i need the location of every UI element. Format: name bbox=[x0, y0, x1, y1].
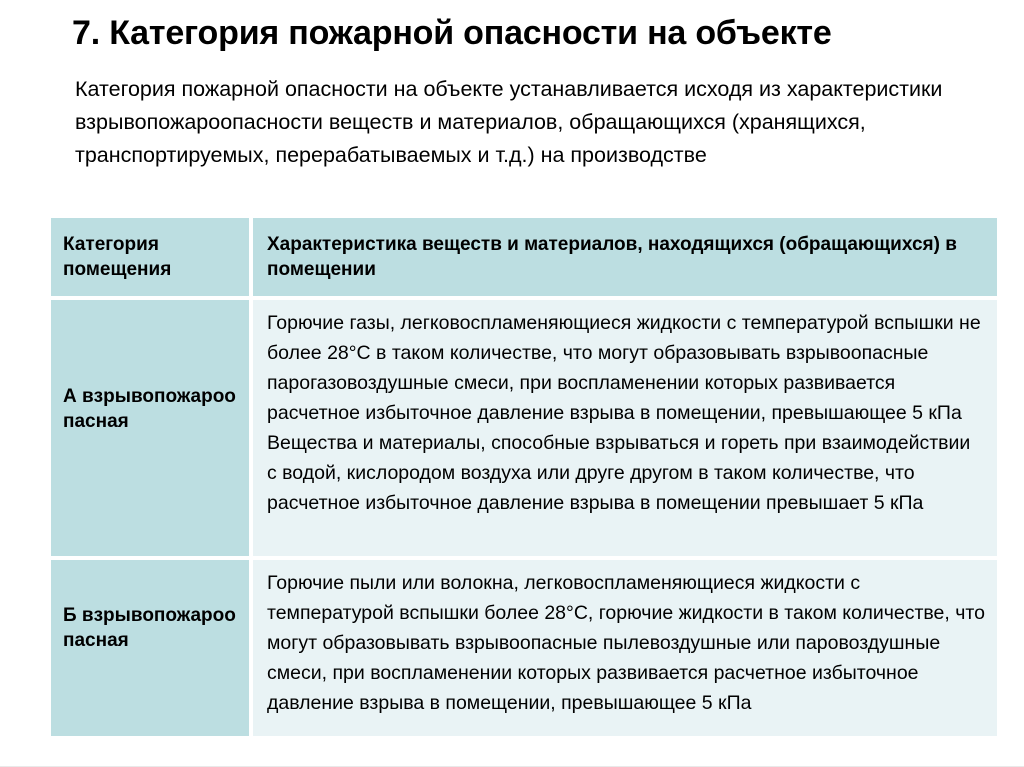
table-header-cell-description bbox=[253, 218, 997, 296]
page-title: 7. Категория пожарной опасности на объекте bbox=[72, 14, 832, 52]
description-paragraph: Горючие пыли или волокна, легковоспламеняющиеся жидкости с температурой вспышки более 28°С, горючие жидкости в таком количестве, что могут образовывать взрывоопасные пылевоздушные или паровоздушные смеси, при воспламенении которых развивается расчетное избыточное давление взрыва в помещении, превышающее 5 кПа bbox=[267, 572, 985, 714]
description-text-b bbox=[253, 560, 997, 728]
description-cell-a bbox=[253, 300, 997, 556]
column-header-description: Характеристика веществ и материалов, находящихся (обращающихся) в помещении bbox=[267, 234, 957, 280]
intro-paragraph: Категория пожарной опасности на объекте устанавливается исходя из характеристики взрывопожароопасности веществ и материалов, обращающихся (хранящихся, транспортируемых, перерабатываемых и т.д.) на производстве bbox=[75, 77, 943, 167]
table-row bbox=[51, 560, 997, 736]
table-header-row bbox=[51, 218, 997, 296]
column-header-category: Категория помещения bbox=[63, 234, 172, 280]
category-cell-a bbox=[51, 300, 249, 556]
category-label-a: А взрывопожароо пасная bbox=[63, 386, 236, 432]
table-header-cell-category bbox=[51, 218, 249, 296]
category-label-b: Б взрывопожароо пасная bbox=[63, 605, 236, 651]
table-row bbox=[51, 300, 997, 556]
description-text-a bbox=[253, 300, 997, 528]
description-cell-b bbox=[253, 560, 997, 736]
fire-hazard-category-table bbox=[47, 214, 1001, 740]
description-paragraph: Вещества и материалы, способные взрываться и гореть при взаимодействии с водой, кислородом воздуха или друге другом в таком количестве, что расчетное избыточное давление взрыва в помещении превышает 5 кПа bbox=[267, 432, 971, 514]
description-paragraph: Горючие газы, легковоспламеняющиеся жидкости с температурой вспышки не более 28°С в таком количестве, что могут образовывать взрывоопасные парогазовоздушные смеси, при воспламенении которых развивается расчетное избыточное давление взрыва в помещении, превышающее 5 кПа bbox=[267, 312, 981, 424]
category-cell-b bbox=[51, 560, 249, 736]
